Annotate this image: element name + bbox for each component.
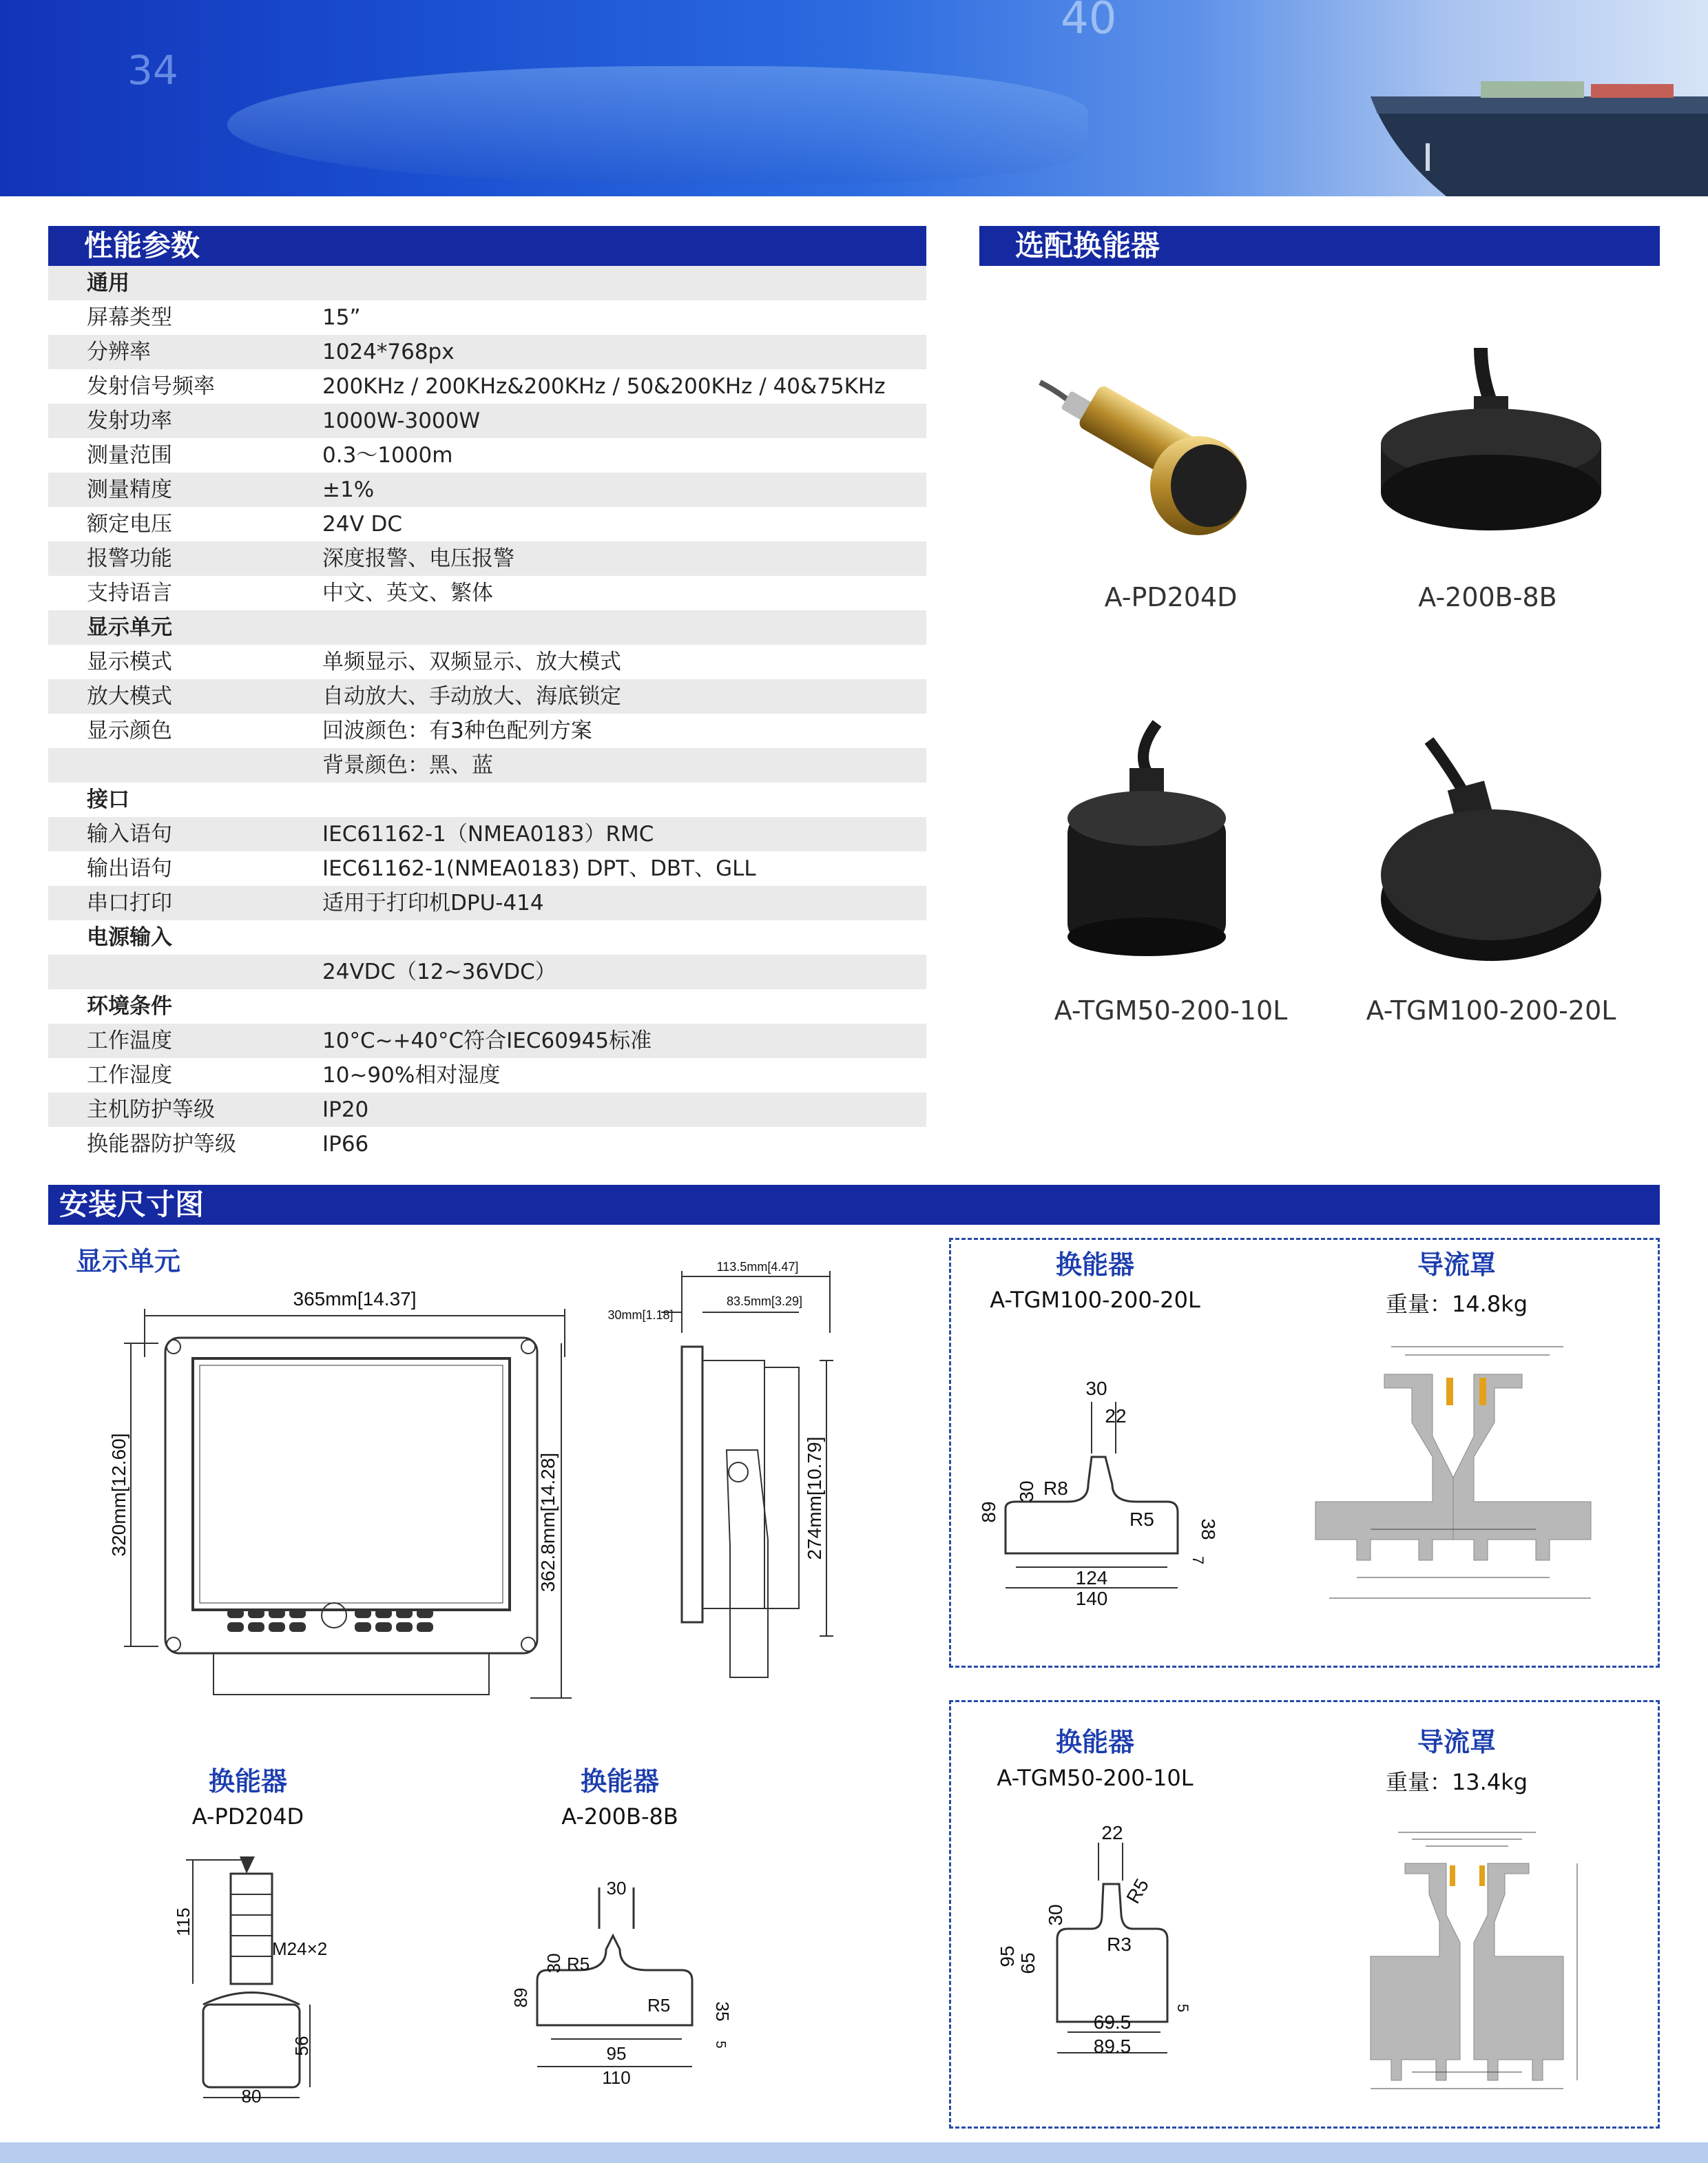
spec-value: 10°C~+40°C符合IEC60945标准 [322,1028,652,1053]
dim-label: 362.8mm[14.28] [537,1452,559,1593]
transducer-photo-tgm100 [1374,741,1608,968]
dim-label: 110 [602,2067,631,2088]
banner-depth-number: 34 [127,47,178,94]
spec-key: 换能器防护等级 [87,1132,236,1157]
spec-row [48,817,926,851]
200b-8b-drawing [510,1860,744,2094]
spec-value: 中文、英文、繁体 [322,581,493,606]
spec-key: 显示颜色 [87,718,172,743]
transducer-photo-tgm50 [1061,723,1233,958]
dim-label: R3 [1107,1934,1132,1955]
spec-key: 放大模式 [87,684,172,709]
spec-row [48,955,926,989]
section-header-install: 安装尺寸图 [48,1185,1660,1225]
dim-label: M24×2 [272,1938,328,1959]
spec-value: 200KHz / 200KHz&200KHz / 50&200KHz / 40&75KHz [322,374,886,399]
dim-label: 5 [713,2040,728,2049]
spec-row [48,1093,926,1127]
dim-label: 89 [978,1501,999,1523]
spec-key: 显示模式 [87,650,172,674]
header-banner [0,0,1708,196]
spec-key: 串口打印 [87,891,172,915]
spec-value: 0.3～1000m [322,443,453,468]
spec-value: 1000W-3000W [322,408,481,433]
spec-category-row [48,920,926,955]
dim-label: 30 [1016,1480,1037,1502]
spec-value: 回波颜色：有3种色配列方案 [322,718,592,743]
transducer-photo-pd204d [1033,369,1260,548]
tgm100-transducer-drawing [978,1374,1219,1622]
spec-key: 工作温度 [87,1028,172,1053]
spec-row [48,335,926,369]
spec-key: 输出语句 [87,856,172,881]
sonar-echo-graphic [227,66,1088,183]
spec-category: 电源输入 [87,925,172,950]
display-unit-front-drawing [103,1274,579,1715]
dim-label: 69.5 [1093,2011,1132,2033]
dim-label: 89 [510,1987,531,2008]
spec-value: 自动放大、手动放大、海底锁定 [322,684,621,709]
product-label: A-TGM100-200-20L [1366,995,1616,1026]
spec-key: 发射信号频率 [87,374,215,399]
dim-label: 38 [1198,1518,1219,1540]
product-label: A-200B-8B [1418,582,1557,612]
pd204d-drawing [165,1853,351,2108]
dim-label: 35 [712,2001,733,2022]
spec-row [48,851,926,886]
spec-row [48,714,926,748]
spec-value: ±1% [322,477,375,502]
transducer-model: A-PD204D [191,1803,304,1830]
spec-value: 1024*768px [322,340,455,364]
dim-label: 89.5 [1093,2036,1132,2057]
spec-key: 额定电压 [87,512,172,537]
transducer-model: A-200B-8B [561,1803,678,1830]
spec-value: 24V DC [322,512,403,537]
dim-label: 30 [543,1953,564,1974]
spec-key: 测量范围 [87,443,172,468]
spec-category: 环境条件 [87,994,172,1019]
dim-label: 56 [291,2036,312,2056]
dim-label: 83.5mm[3.29] [726,1294,803,1308]
spec-row [48,473,926,507]
dim-label: 5 [1174,2003,1191,2013]
transducer-title: 换能器 [580,1766,659,1797]
fairing-weight: 重量：13.4kg [1385,1769,1528,1795]
transducer-model: A-TGM100-200-20L [990,1287,1200,1313]
spec-key: 工作湿度 [87,1063,172,1088]
spec-row [48,576,926,610]
spec-category: 通用 [87,271,129,296]
fairing-title: 导流罩 [1417,1250,1496,1280]
fairing-weight: 重量：14.8kg [1385,1291,1528,1317]
dim-label: R5 [647,1995,671,2016]
spec-key: 分辨率 [87,340,151,364]
spec-row [48,679,926,714]
spec-category-row [48,783,926,817]
tgm50-fairing-drawing [1336,1819,1612,2094]
spec-key: 主机防护等级 [87,1097,215,1122]
spec-row [48,886,926,920]
fairing-title: 导流罩 [1417,1727,1496,1757]
dim-label: 22 [1101,1822,1123,1843]
spec-value: 背景颜色：黑、蓝 [322,753,493,778]
product-label: A-PD204D [1104,582,1238,612]
dim-label: 115 [173,1907,194,1936]
dim-label: 95 [606,2043,627,2064]
transducer-title: 换能器 [208,1766,287,1797]
spec-value: IP66 [322,1132,369,1157]
spec-row [48,1058,926,1093]
transducer-title: 换能器 [1055,1250,1134,1280]
footer-bar [0,2142,1708,2163]
section-header-performance: 性能参数 [48,226,926,266]
spec-key: 支持语言 [87,581,172,606]
spec-row [48,300,926,335]
spec-row [48,541,926,576]
spec-row [48,645,926,679]
dim-label: 124 [1075,1567,1108,1588]
dim-label: 320mm[12.60] [108,1433,129,1557]
spec-row [48,748,926,783]
spec-key: 屏幕类型 [87,305,172,330]
dim-label: 7 [1189,1555,1207,1565]
spec-table [48,266,926,1161]
tgm50-transducer-drawing [992,1822,1212,2073]
section-header-transducers: 选配换能器 [979,226,1660,266]
dim-label: 30mm[1.18] [607,1308,674,1322]
spec-value: 15” [322,305,361,330]
dim-label: R5 [1122,1874,1154,1907]
spec-value: 适用于打印机DPU-414 [322,891,544,915]
dim-label: 65 [1017,1952,1039,1974]
dim-label: R5 [1129,1509,1154,1530]
spec-value: IP20 [322,1097,369,1122]
display-unit-side-drawing [592,1250,854,1719]
spec-row [48,1127,926,1161]
spec-category-row [48,989,926,1024]
spec-row [48,438,926,473]
ship-image [1364,76,1708,196]
spec-category: 接口 [87,787,129,812]
spec-row [48,404,926,438]
spec-value: IEC61162-1(NMEA0183) DPT、DBT、GLL [322,856,756,881]
spec-row [48,369,926,404]
tgm100-fairing-drawing [1274,1333,1632,1622]
banner-depth-number: 40 [1061,0,1117,44]
spec-key: 报警功能 [87,546,172,571]
transducer-title: 换能器 [1055,1727,1134,1757]
spec-value: 单频显示、双频显示、放大模式 [322,650,621,674]
spec-value: 24VDC（12~36VDC） [322,960,556,984]
spec-row [48,1024,926,1058]
spec-value: IEC61162-1（NMEA0183）RMC [322,822,654,847]
spec-category: 显示单元 [87,615,172,640]
spec-key: 测量精度 [87,477,172,502]
spec-value: 深度报警、电压报警 [322,546,514,571]
dim-label: R8 [1043,1478,1068,1499]
dim-label: 30 [606,1878,627,1898]
spec-category-row [48,610,926,645]
spec-key: 输入语句 [87,822,172,847]
dim-label: 22 [1105,1405,1127,1427]
dim-label: 80 [241,2086,262,2107]
transducer-model: A-TGM50-200-10L [997,1765,1194,1791]
dim-label: 30 [1045,1904,1066,1926]
dim-label: 365mm[14.37] [293,1288,417,1310]
dim-label: 30 [1085,1378,1107,1399]
dim-label: 274mm[10.79] [804,1436,825,1560]
spec-key: 发射功率 [87,408,172,433]
spec-row [48,507,926,541]
dim-label: R5 [567,1954,590,1974]
spec-value: 10~90%相对湿度 [322,1063,501,1088]
transducer-photo-200b-8b [1377,348,1605,534]
product-label: A-TGM50-200-10L [1054,995,1288,1026]
dim-label: 95 [997,1945,1018,1967]
spec-category-row [48,266,926,300]
dim-label: 113.5mm[4.47] [716,1260,799,1274]
dim-label: 140 [1075,1588,1108,1609]
display-unit-title: 显示单元 [76,1246,181,1276]
